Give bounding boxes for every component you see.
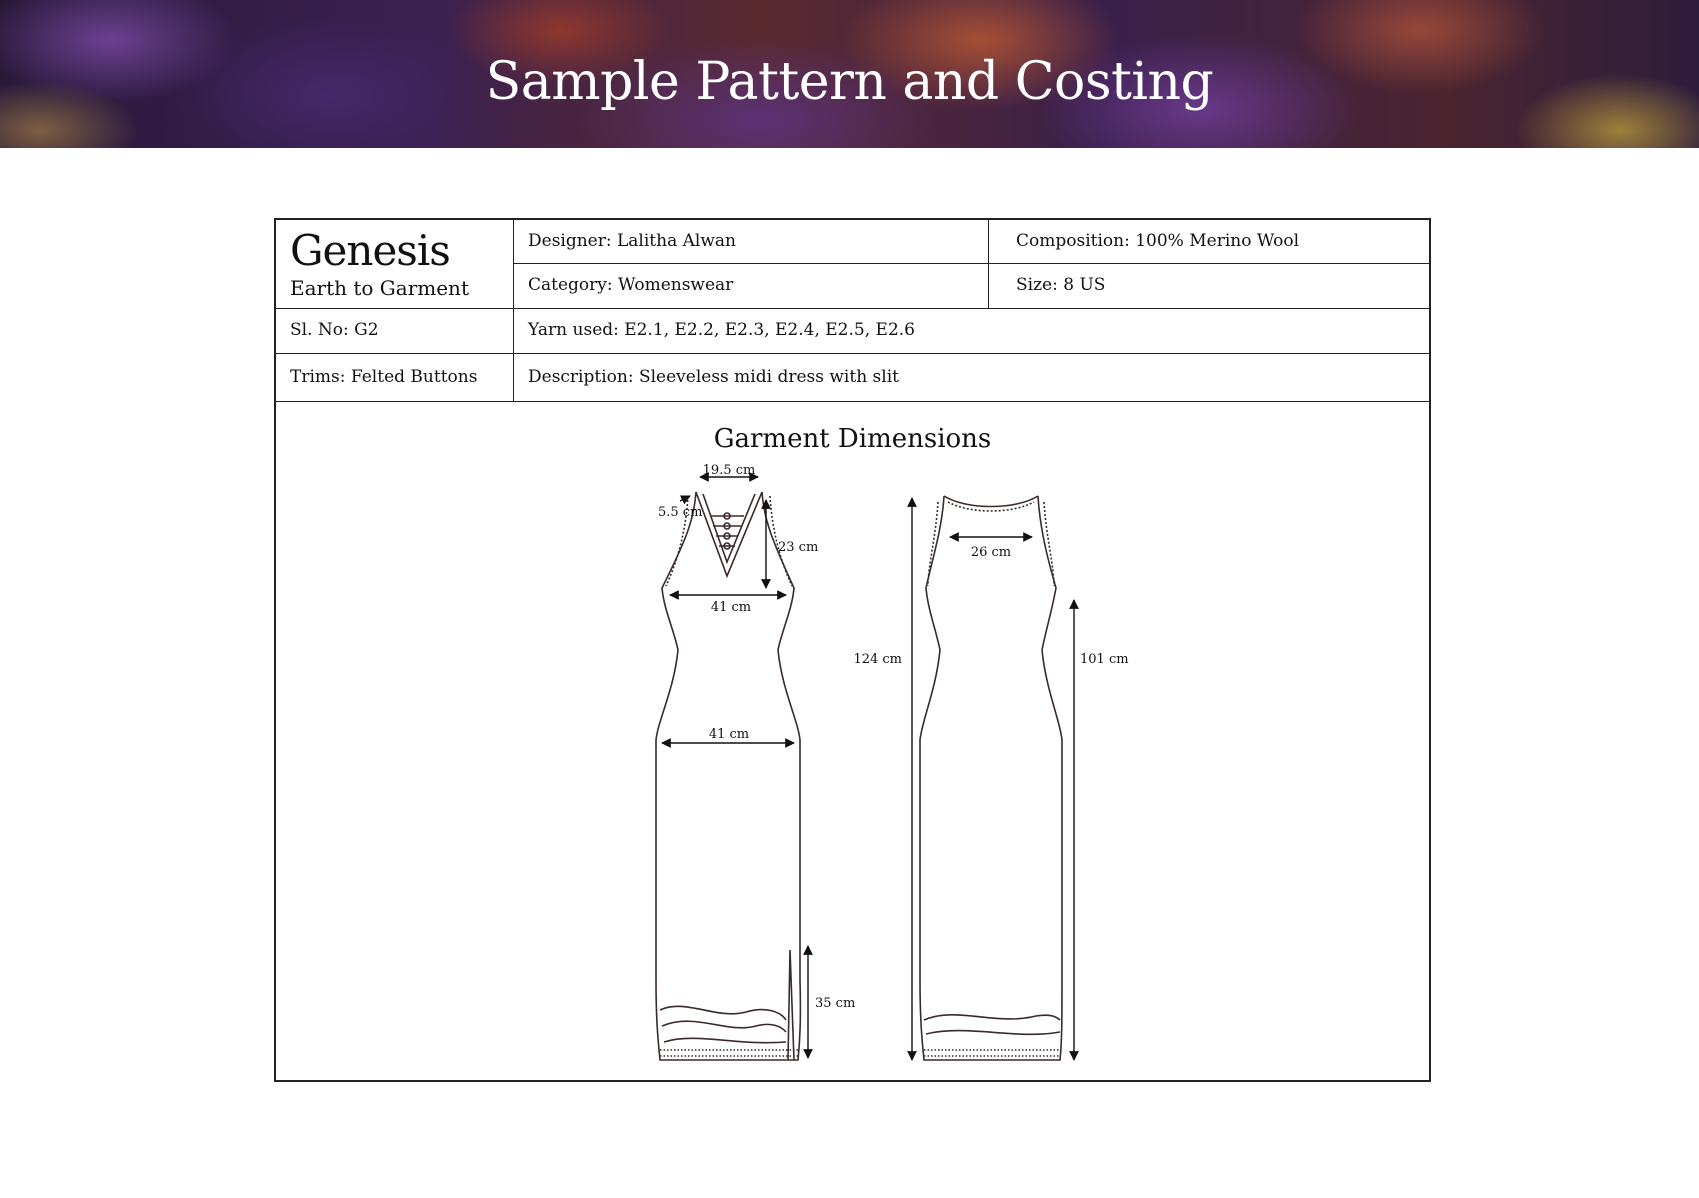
neck-width-label: 19.5 cm xyxy=(702,463,756,478)
yarn-used-field: Yarn used: E2.1, E2.2, E2.3, E2.4, E2.5, E2.6 xyxy=(528,320,915,340)
serial-number-field: Sl. No: G2 xyxy=(290,320,379,340)
description-field: Description: Sleeveless midi dress with slit xyxy=(528,367,899,387)
back-neck-width-label: 26 cm xyxy=(970,545,1012,560)
composition-field: Composition: 100% Merino Wool xyxy=(1016,231,1300,251)
slit-length-label: 35 cm xyxy=(815,996,856,1011)
spec-sheet xyxy=(274,218,1431,1082)
category-field: Category: Womenswear xyxy=(528,275,734,295)
garment-technical-drawing xyxy=(276,220,1431,1082)
bust-width-label: 41 cm xyxy=(710,600,752,615)
back-dimension-lines xyxy=(912,498,1074,1060)
designer-field: Designer: Lalitha Alwan xyxy=(528,231,736,251)
page-title: Sample Pattern and Costing xyxy=(485,52,1214,112)
back-view-sketch xyxy=(920,496,1062,1060)
garment-dimensions-title: Garment Dimensions xyxy=(713,424,992,454)
length-from-underarm-label: 101 cm xyxy=(1080,652,1129,667)
brand-tagline: Earth to Garment xyxy=(290,276,469,300)
strap-width-label: 5.5 cm xyxy=(658,505,703,520)
front-dimension-lines xyxy=(662,477,808,1058)
size-field: Size: 8 US xyxy=(1016,275,1106,295)
header-banner xyxy=(0,0,1699,148)
front-dimension-labels xyxy=(658,463,855,1011)
total-length-label: 124 cm xyxy=(853,652,902,667)
hip-width-label: 41 cm xyxy=(708,727,750,742)
neck-depth-label: 23 cm xyxy=(778,540,819,555)
front-view-sketch xyxy=(656,492,800,1060)
brand-name: Genesis xyxy=(290,226,450,275)
trims-field: Trims: Felted Buttons xyxy=(290,367,478,387)
back-dimension-labels xyxy=(853,545,1128,667)
